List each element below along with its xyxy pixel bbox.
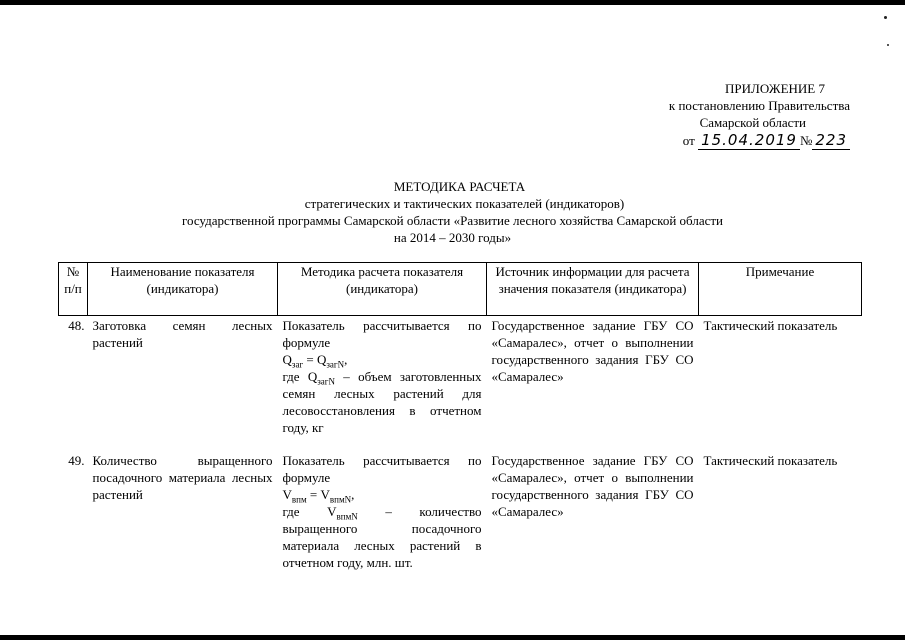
calculation-method [278,451,487,592]
scan-border-top [0,0,905,5]
table-header-row [59,263,862,316]
title-heading: МЕТОДИКА РАСЧЕТА [393,179,526,194]
formula-explanation: где $V_{впмN}$ – количество выращенного посадочного материала лесных растений в отчетном году, млн. шт. [282,504,482,570]
scan-border-bottom [0,635,905,640]
header-indicator-name: Наименование показателя (индикатора) [88,263,278,316]
title-program-name: государственной программы Самарской области «Развитие лесного хозяйства Самарской области [182,213,723,228]
document-title [0,178,905,246]
information-source: Государственное задание ГБУ СО «Самаралес», отчет о выполнении государственного задания ГБУ СО «Самаралес» [491,453,694,519]
indicator-name: Заготовка семян лесных растений [92,318,273,350]
appendix-date-line [683,132,850,149]
header-calculation-method: Методика расчета показателя (индикатора) [278,263,487,316]
table-row [59,316,862,452]
row-number: 49. [68,453,85,468]
method-intro: Показатель рассчитывается по формуле [282,318,482,350]
formula: $Q_{заг} = Q_{загN}$, [282,352,348,370]
information-source: Государственное задание ГБУ СО «Самаралес», отчет о выполнении государственного задания ГБУ СО «Самаралес» [491,318,694,384]
handwritten-number: 223 [812,131,850,150]
appendix-region-line: Самарской области [699,115,806,130]
date-prefix: от [682,133,695,148]
appendix-block [590,80,850,149]
note: Тактический показатель [703,453,838,468]
appendix-number: ПРИЛОЖЕНИЕ 7 [725,81,825,96]
title-subheading: стратегических и тактических показателей (индикаторов) [304,196,625,211]
calculation-method [278,316,487,452]
scan-speck [884,16,887,19]
indicator-name: Количество выращенного посадочного материала лесных растений [92,453,273,502]
handwritten-date: 15.04.2019 [698,131,800,150]
number-sign: № [799,133,813,148]
formula: $V_{впм} = V_{впмN}$, [282,487,355,505]
row-number: 48. [68,318,85,333]
table-row [59,451,862,592]
scan-speck [887,44,889,46]
method-intro: Показатель рассчитывается по формуле [282,453,482,485]
header-information-source: Источник информации для расчета значения показателя (индикатора) [487,263,699,316]
note: Тактический показатель [703,318,838,333]
title-program-period: на 2014 – 2030 годы» [393,230,512,245]
formula-explanation: где $Q_{загN}$ – объем заготовленных семян лесных растений для лесовосстановления в отчетном году, кг [282,369,482,435]
appendix-resolution-line: к постановлению Правительства [668,98,850,113]
header-number: № п/п [59,263,88,316]
header-note: Примечание [699,263,862,316]
indicators-table [58,262,862,592]
